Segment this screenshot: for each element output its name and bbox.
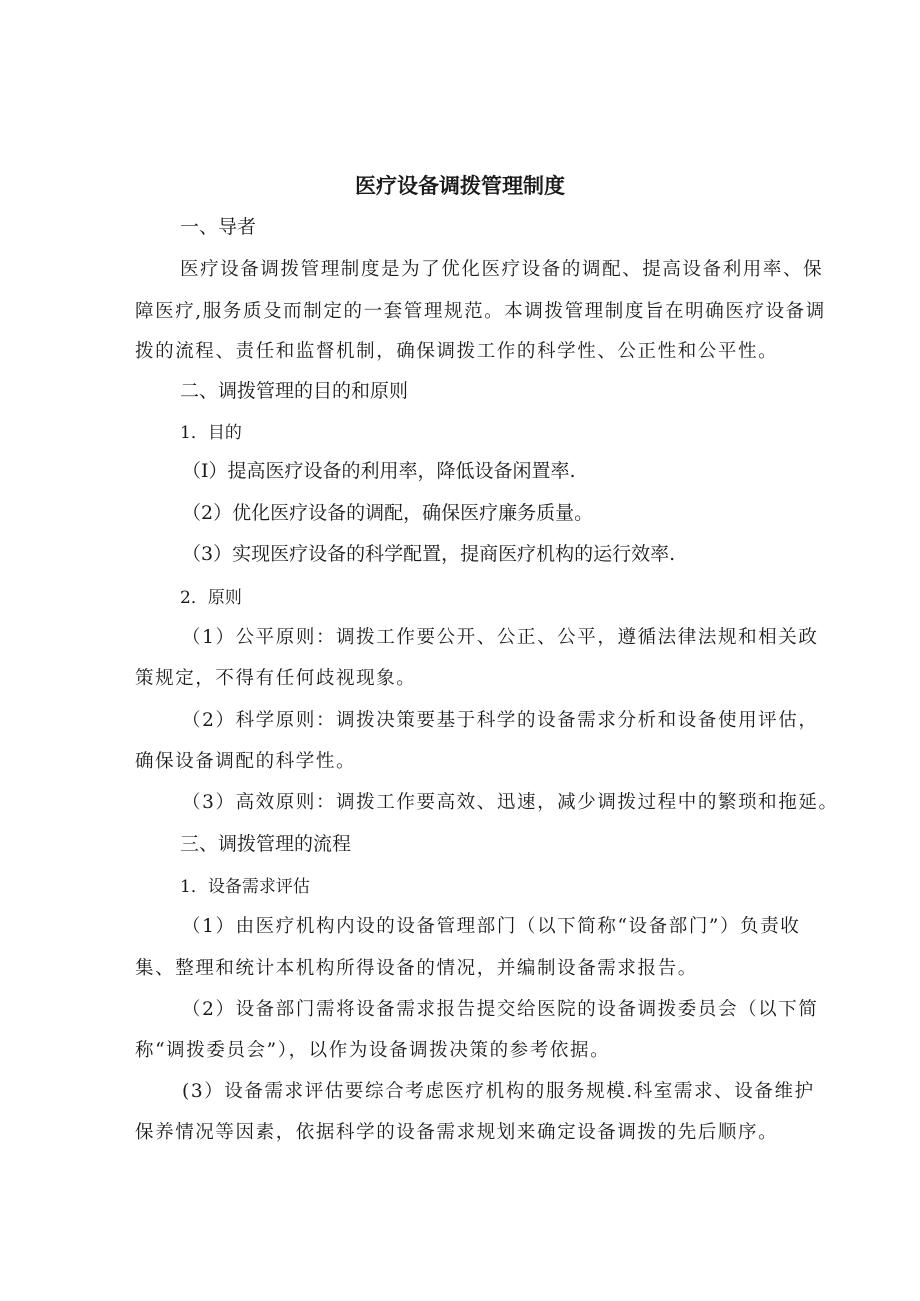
assessment-heading: 1．设备需求评估 (180, 877, 310, 897)
purpose-item-1: （I）提高医疗设备的利用率，降低设备闲置率. (182, 460, 576, 482)
assessment-line-1: （1）由医疗机构内设的设备管理部门（以下简称“设备部门”）负责收 (182, 916, 801, 937)
assessment-line-3: （2）设备部门需将设备需求报告提交给医院的设备调拨委员会（以下简 (182, 999, 819, 1020)
principle-line-5: （3）高效原则：调拨工作要高效、迅速，减少调拨过程中的繁琐和拖延。 (182, 792, 839, 813)
assessment-line-2: 集、整理和统计本机构所得设备的情况，并编制设备需求报告。 (135, 958, 698, 979)
intro-line-3: 拨的流程、责任和监督机制，确保调拨工作的科学性、公正性和公平性。 (135, 341, 779, 362)
principle-line-2: 策规定，不得有任何歧视现象。 (135, 668, 417, 689)
purpose-item-3: （3）实现医疗设备的科学配置，提商医疗机构的运行效率. (182, 543, 676, 565)
assessment-line-4: 称“调拨委员会”），以作为设备调拨决策的参考依据。 (135, 1040, 611, 1061)
purpose-heading: 1．目的 (180, 423, 242, 443)
principle-line-1: （1）公平原则：调拨工作要公开、公正、公平，遵循法律法规和相关政 (182, 627, 819, 648)
intro-line-1: 医疗设备调拨管理制度是为了优化医疗设备的调配、提高设备利用率、保 (180, 259, 824, 280)
assessment-line-5: (3）设备需求评估要综合考虑医疗机构的服务规模.科室需求、设备维护 (182, 1081, 815, 1102)
section2-heading: 二、调拨管理的目的和原则 (180, 380, 409, 402)
principle-line-3: （2）科学原则：调拨决策要基于科学的设备需求分析和设备使用评估， (182, 710, 819, 731)
principle-line-4: 确保设备调配的科学性。 (135, 751, 357, 772)
intro-line-2: 障医疗,服务质殳而制定的一套管理规范。本调拨管理制度旨在明确医疗设备调 (135, 301, 826, 322)
principle-heading: 2．原则 (180, 588, 242, 608)
intro-heading: 一、导者 (180, 216, 257, 238)
assessment-line-6: 保养情况等因素，依据科学的设备需求规划来确定设备调拨的先后顺序。 (135, 1122, 779, 1143)
section3-heading: 三、调拨管理的流程 (180, 833, 352, 855)
purpose-item-2: （2）优化医疗设备的调配，确保医疗廉务质量。 (182, 502, 594, 524)
document-title: 医疗设备调拨管理制度 (355, 174, 565, 198)
